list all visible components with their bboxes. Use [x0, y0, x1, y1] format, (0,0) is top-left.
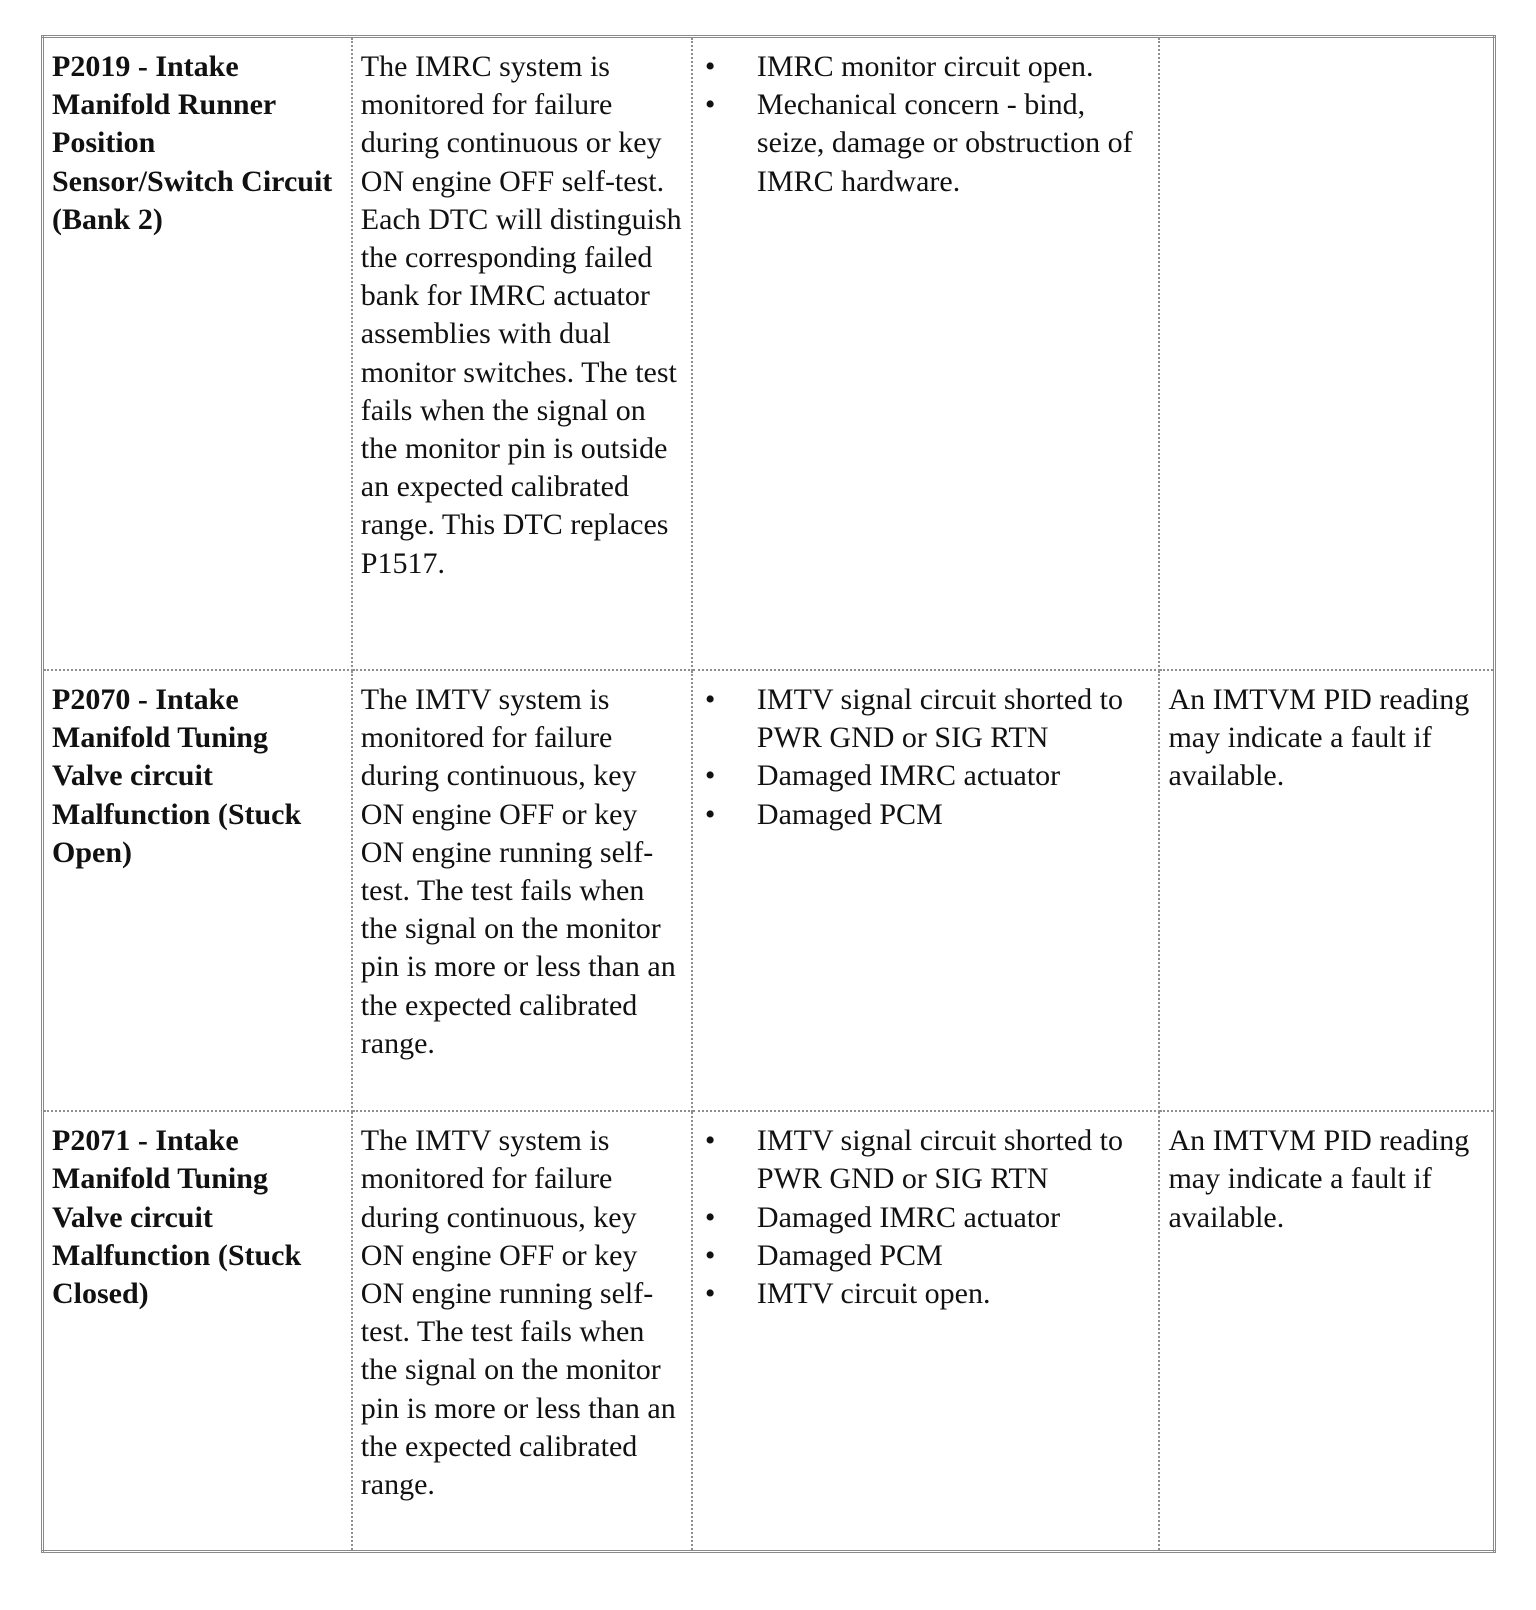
list-item: • Mechanical concern - bind, seize, damage or obstruction of IMRC hardware. [757, 86, 1151, 201]
list-item: • IMTV signal circuit shorted to PWR GND or SIG RTN [757, 681, 1151, 757]
dtc-code-cell: P2070 - Intake Manifold Tuning Valve circuit Malfunction (Stuck Open) [43, 670, 352, 1111]
dtc-code-cell: P2019 - Intake Manifold Runner Position Sensor/Switch Circuit (Bank 2) [43, 37, 352, 670]
list-item: • Damaged IMRC actuator [757, 1199, 1151, 1237]
causes-cell [692, 670, 1160, 1111]
causes-cell [692, 37, 1160, 670]
description-cell: The IMRC system is monitored for failure during continuous or key ON engine OFF self-test. Each DTC will distinguish the corresponding failed bank for IMRC actuator assemblies with dual monitor switches. The test fails when the signal on the monitor pin is outside an expected calibrated range. This DTC replaces P1517. [352, 37, 692, 670]
list-item: • Damaged PCM [757, 1237, 1151, 1275]
list-item: • IMTV circuit open. [757, 1275, 1151, 1313]
notes-cell: An IMTVM PID reading may indicate a fault if available. [1159, 1111, 1494, 1551]
list-item: • IMTV signal circuit shorted to PWR GND or SIG RTN [757, 1122, 1151, 1198]
dtc-code-cell: P2071 - Intake Manifold Tuning Valve circuit Malfunction (Stuck Closed) [43, 1111, 352, 1551]
causes-list [701, 681, 1151, 834]
causes-list [701, 1122, 1151, 1313]
list-item: • IMRC monitor circuit open. [757, 48, 1151, 86]
causes-list [701, 48, 1151, 201]
causes-cell [692, 1111, 1160, 1551]
notes-cell: An IMTVM PID reading may indicate a fault if available. [1159, 670, 1494, 1111]
list-item: • Damaged IMRC actuator [757, 757, 1151, 795]
dtc-table [41, 35, 1496, 1553]
notes-cell [1159, 37, 1494, 670]
table-row [43, 670, 1495, 1111]
table-row [43, 37, 1495, 670]
table-row [43, 1111, 1495, 1551]
description-cell: The IMTV system is monitored for failure during continuous, key ON engine OFF or key ON engine running self-test. The test fails when the signal on the monitor pin is more or less than an the expected calibrated range. [352, 670, 692, 1111]
description-cell: The IMTV system is monitored for failure during continuous, key ON engine OFF or key ON engine running self-test. The test fails when the signal on the monitor pin is more or less than an the expected calibrated range. [352, 1111, 692, 1551]
list-item: • Damaged PCM [757, 796, 1151, 834]
